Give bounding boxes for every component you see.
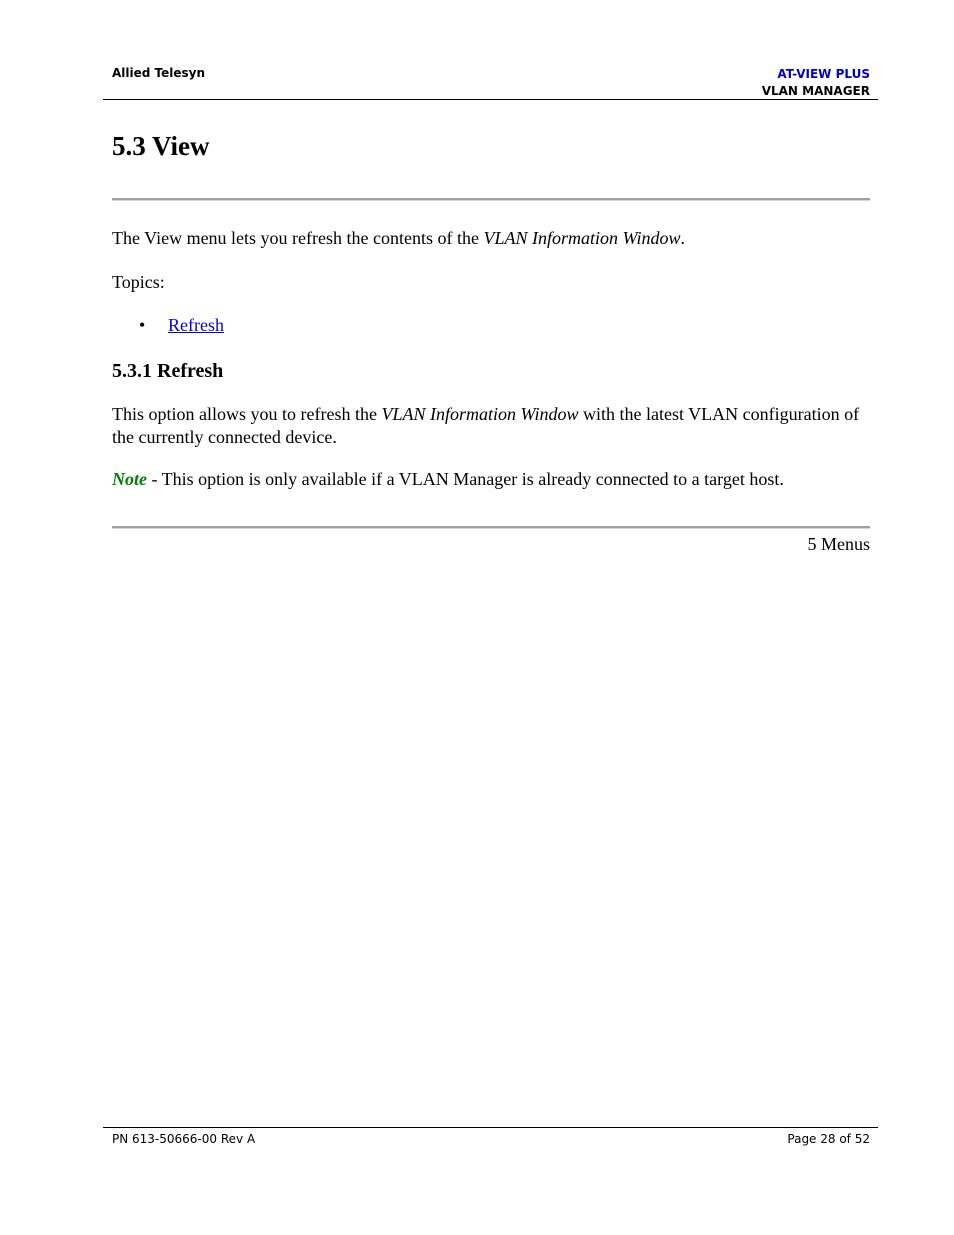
desc-end: with the latest VLAN configuration of the currently connected device.	[112, 404, 860, 447]
footer-page-number: Page 28 of 52	[787, 1132, 870, 1146]
section-divider	[112, 526, 870, 529]
note-paragraph	[112, 468, 872, 491]
subsection-title: 5.3.1 Refresh	[112, 360, 224, 382]
topic-link-refresh[interactable]: Refresh	[168, 315, 224, 335]
note-text: - This option is only available if a VLAN Manager is already connected to a target host.	[147, 469, 784, 489]
description-paragraph	[112, 403, 872, 449]
header-product-block	[762, 66, 870, 100]
section-footer: 5 Menus	[807, 534, 870, 554]
intro-text: The View menu lets you refresh the contents of the	[112, 228, 484, 248]
desc-emphasis: VLAN Information Window	[381, 404, 579, 424]
page-title: 5.3 View	[112, 131, 210, 161]
header-company: Allied Telesyn	[112, 66, 206, 80]
intro-paragraph	[112, 227, 872, 250]
header-module: VLAN MANAGER	[761, 84, 870, 98]
intro-end: .	[680, 228, 685, 248]
note-label: Note	[112, 469, 147, 489]
list-item	[139, 314, 224, 337]
desc-text: This option allows you to refresh the	[112, 404, 382, 424]
header-divider	[103, 99, 878, 100]
topics-label: Topics:	[112, 272, 165, 292]
footer-part-number: PN 613-50666-00 Rev A	[112, 1132, 256, 1146]
header-product: AT-VIEW PLUS	[777, 67, 870, 81]
title-divider	[112, 198, 870, 201]
footer-divider	[103, 1127, 878, 1128]
topics-list	[139, 314, 224, 337]
intro-emphasis: VLAN Information Window	[483, 228, 681, 248]
bullet-icon: •	[139, 315, 146, 335]
